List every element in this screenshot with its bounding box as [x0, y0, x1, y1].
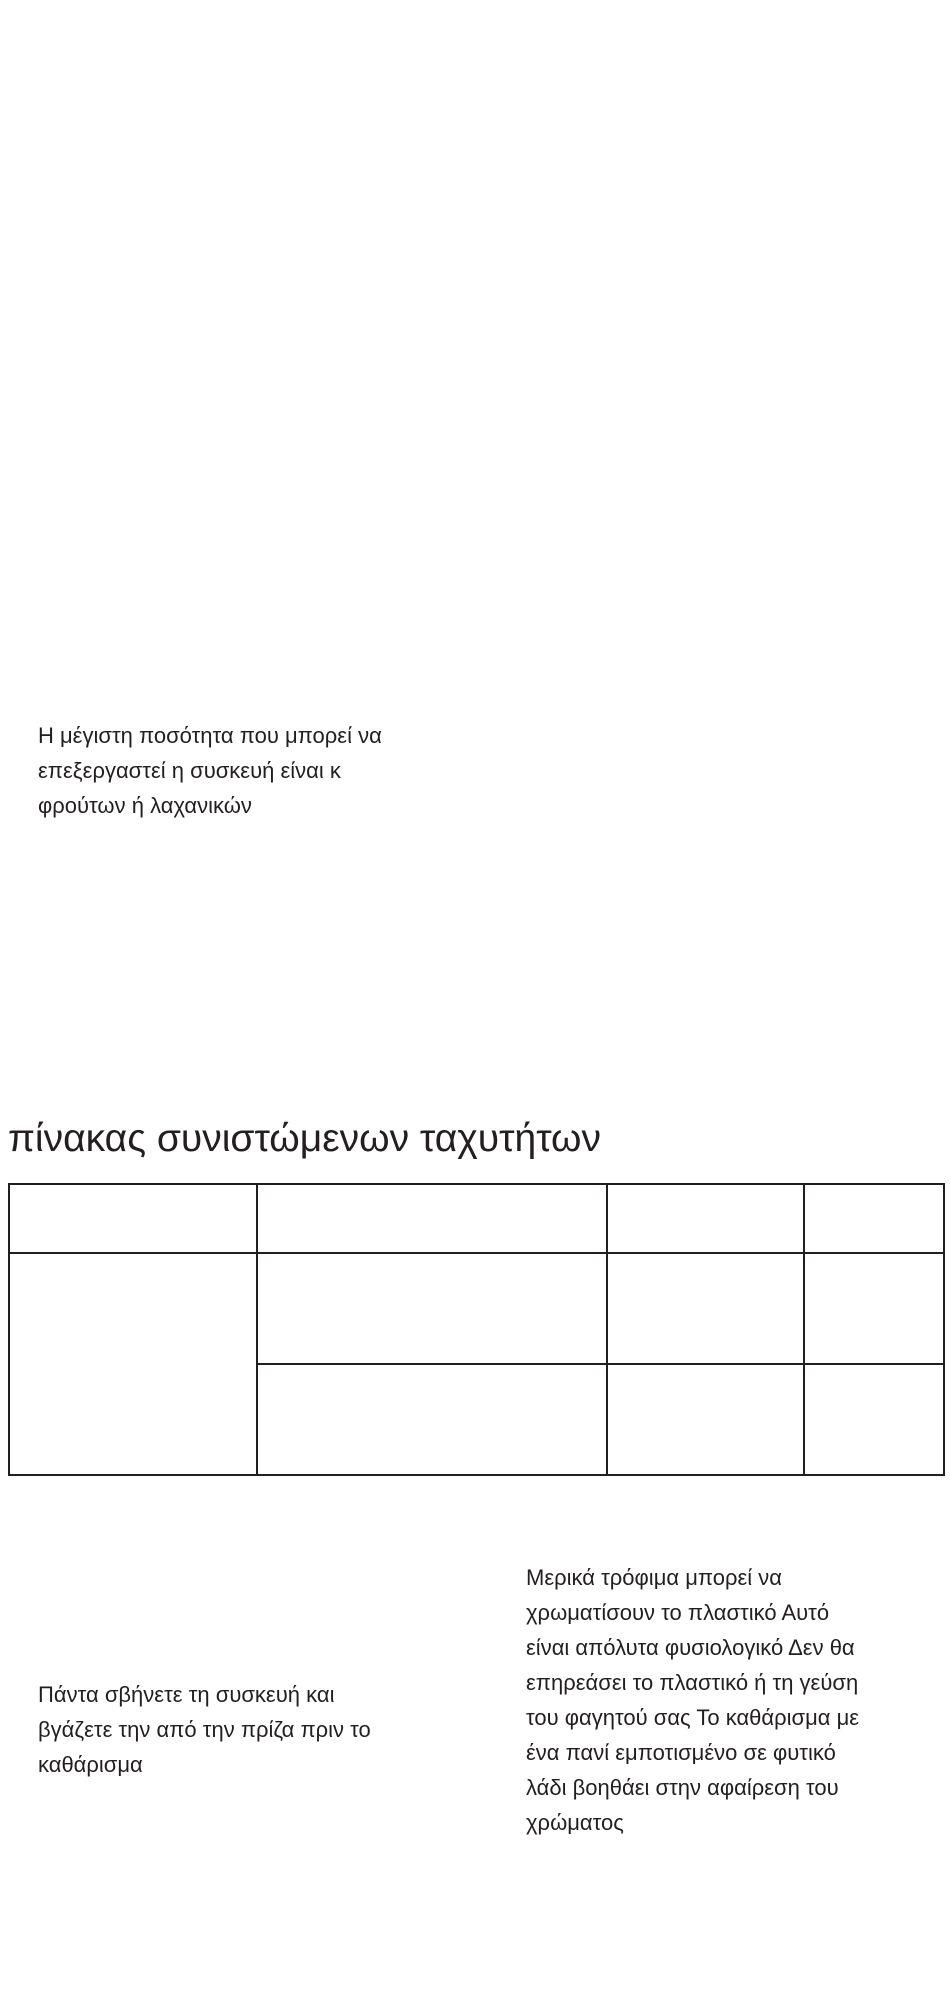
table-cell	[257, 1364, 607, 1475]
capacity-note: Η μέγιστη ποσότητα που μπορεί να επεξεργαστεί η συσκευή είναι κ φρούτων ή λαχανικών	[38, 723, 382, 818]
table-header-row	[9, 1184, 944, 1253]
table-cell	[607, 1184, 804, 1253]
table-cell	[804, 1253, 944, 1364]
table-row	[9, 1253, 944, 1364]
table-cell	[9, 1184, 257, 1253]
table-cell	[607, 1253, 804, 1364]
table-cell	[804, 1364, 944, 1475]
table-cell	[804, 1184, 944, 1253]
speed-table-title: πίνακας συνιστώμενων ταχυτήτων	[8, 1117, 601, 1160]
speed-table	[8, 1183, 945, 1476]
plastic-stain-note: Μερικά τρόφιμα μπορεί να χρωματίσουν το πλαστικό Αυτό είναι απόλυτα φυσιολογικό Δεν θα επηρεάσει το πλαστικό ή τη γεύση του φαγητού σας Το καθάρισμα με ένα πανί εμποτισμένο σε φυτικό λάδι βοηθάει στην αφαίρεση του χρώματος	[526, 1565, 860, 1835]
table-cell	[607, 1364, 804, 1475]
cleaning-note: Πάντα σβήνετε τη συσκευή και βγάζετε την από την πρίζα πριν το καθάρισμα	[38, 1682, 371, 1777]
table-cell	[9, 1253, 257, 1475]
table-cell	[257, 1184, 607, 1253]
table-cell	[257, 1253, 607, 1364]
